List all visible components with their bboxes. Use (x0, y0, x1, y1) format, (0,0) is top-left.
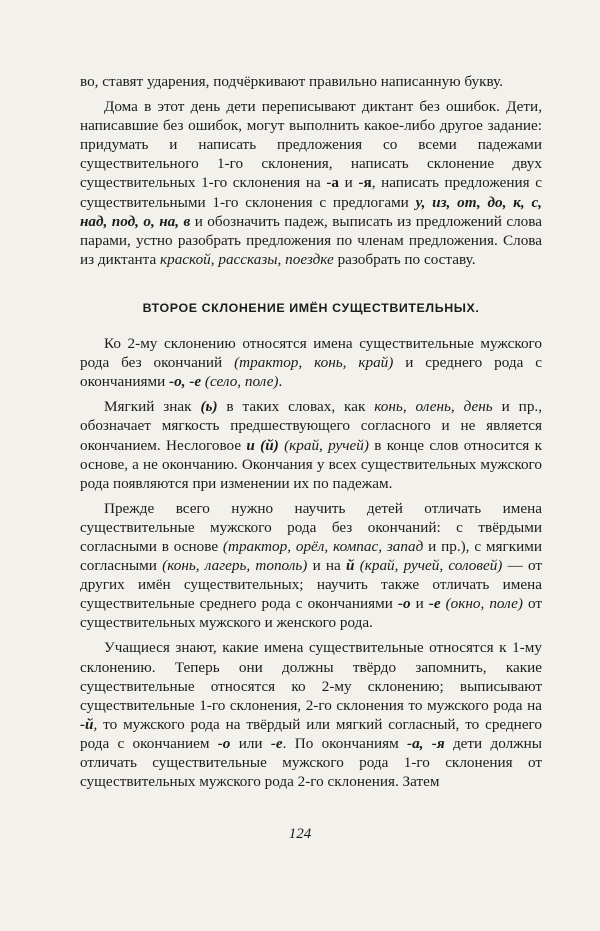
main-text (80, 72, 542, 791)
section-heading: ВТОРОЕ СКЛОНЕНИЕ ИМЁН СУЩЕСТВИТЕЛЬНЫХ. (142, 300, 480, 315)
paragraph-homework: Дома в этот день дети переписывают диктант без ошибок. Дети, написавшие без ошибок, могут выполнить какое-либо другое задание: придумать и написать предложения со всеми падежами существительного 1-го склонения, написать склонение двух существительных 1-го склонения на -а и -я, написать предложения с существительными 1-го склонения с предлогами у, из, от, до, к, с, над, под, о, на, в и обозначить падеж, выписать из предложений слова парами, устно разобрать предложения по членам предложения. Слова из диктанта краской, рассказы, поездке разобрать по составу. (80, 98, 542, 268)
paragraph-soft-sign: Мягкий знак (ь) в таких словах, как конь, олень, день и пр., обозначает мягкость предшествующего согласного и не является окончанием. Неслоговое и (й) (край, ручей) в конце слов относится к основе, а не окончанию. Окончания у всех существительных мужского рода появляются при изменении их по падежам. (80, 398, 543, 492)
paragraph-teaching: Прежде всего нужно научить детей отличать имена существительные мужского рода без окончаний: с твёрдыми согласными в основе (трактор, орёл, компас, запад и пр.), с мягкими согласными (конь, лагерь, тополь) и на й (край, ручей, соловей) — от других имён существительных; научить также отличать имена существительные среднего рода с окончаниями -о и -е (окно, поле) от существительных мужского и женского рода. (80, 499, 543, 632)
page-number: 124 (288, 826, 312, 842)
paragraph-students: Учащиеся знают, какие имена существительные относятся к 1-му склонению. Теперь они должны твёрдо запомнить, какие существительные относятся ко 2-му склонению; выписывают существительные 1-го склонения, 2-го склонения то мужского рода на -й, то мужского рода на твёрдый или мягкий согласный, то среднего рода с окончанием -о или -е. По окончаниям -а, -я дети должны отличать существительные мужского рода 1-го склонения от существительных мужского рода 2-го склонения. Затем (80, 639, 542, 791)
paragraph-definition: Ко 2-му склонению относятся имена существительные мужского рода без окончаний (трактор, конь, край) и среднего рода с окончаниями -о, -е (село, поле). (80, 335, 542, 391)
paragraph-continued: во, ставят ударения, подчёркивают правильно написанную букву. (80, 73, 504, 90)
